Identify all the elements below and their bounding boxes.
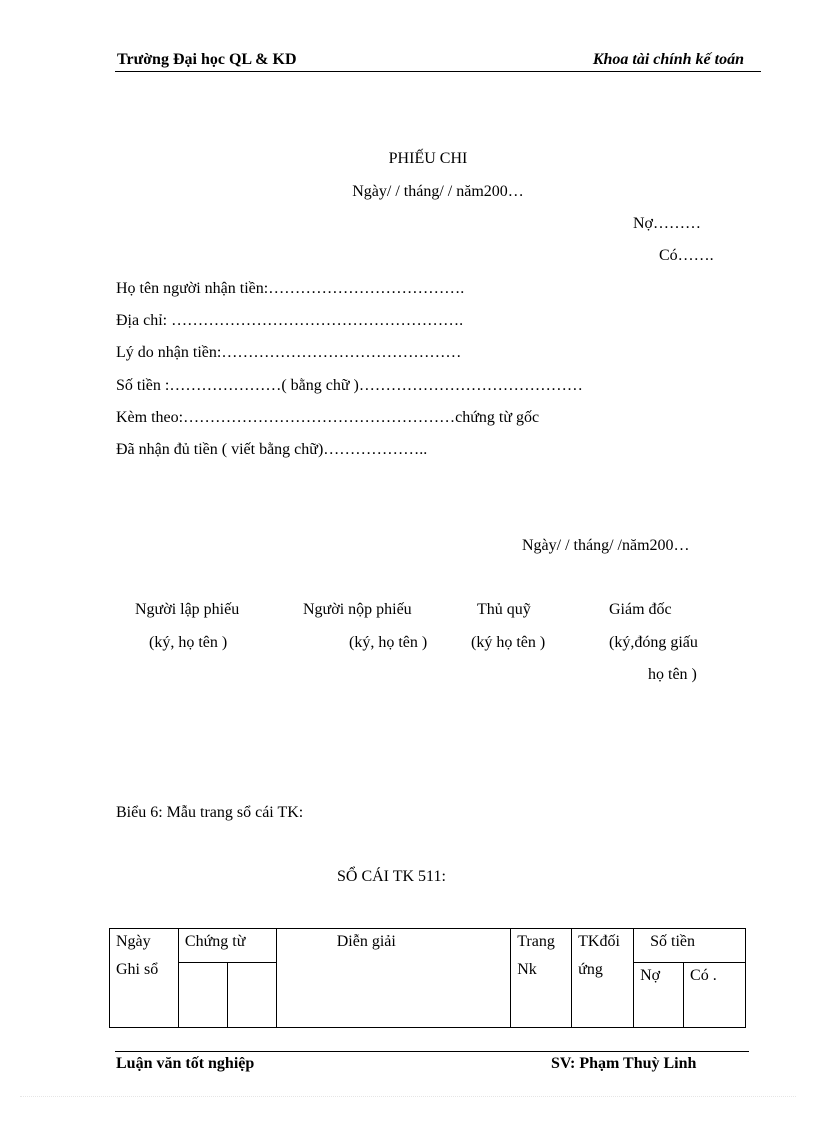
field-attachments: Kèm theo:……………………………………………chứng từ gốc [116, 409, 540, 426]
ledger-table [109, 928, 746, 1028]
col-voucher-date [227, 963, 276, 1028]
col-date-header [110, 929, 179, 1028]
header-rule [115, 71, 761, 72]
sign-date: Ngày/ / tháng/ /năm200… [522, 537, 690, 554]
signature-director-note-2: họ tên ) [648, 666, 697, 683]
col-credit-header: Có . [684, 963, 746, 1028]
col-account-header [572, 929, 634, 1028]
col-page-header-line1: Trang [517, 933, 555, 950]
footer-student: SV: Phạm Thuỳ Linh [551, 1055, 697, 1072]
col-date-header-line2: Ghi sổ [116, 961, 159, 978]
col-debit-header: Nợ [634, 963, 684, 1028]
col-page-header-line2: Nk [517, 961, 537, 978]
col-voucher-header: Chứng từ [178, 929, 276, 963]
page-bottom-edge [20, 1096, 796, 1097]
col-page-header [511, 929, 572, 1028]
col-voucher-number [178, 963, 227, 1028]
header-faculty: Khoa tài chính kế toán [592, 51, 744, 68]
signature-preparer-note: (ký, họ tên ) [149, 634, 228, 651]
signature-director-note: (ký,đóng giấu [609, 634, 698, 651]
signature-preparer-role: Người lập phiếu [135, 601, 240, 618]
signature-payer-role: Người nộp phiếu [303, 601, 412, 618]
section-caption: Biểu 6: Mẫu trang sổ cái TK: [116, 804, 304, 821]
field-recipient-name: Họ tên người nhận tiền:………………………………. [116, 280, 465, 297]
field-received-in-words: Đã nhận đủ tiền ( viết bằng chữ)……………….. [116, 441, 428, 458]
field-reason: Lý do nhận tiền:……………………………………… [116, 344, 462, 361]
col-account-header-line1: TKđối [578, 933, 620, 950]
signature-payer-note: (ký, họ tên ) [349, 634, 428, 651]
voucher-debit: Nợ……… [633, 215, 702, 232]
field-address: Địa chỉ: ………………………………………………. [116, 312, 464, 329]
footer-rule [115, 1051, 749, 1052]
signature-cashier-note: (ký họ tên ) [471, 634, 546, 651]
col-account-header-line2: ứng [578, 961, 603, 978]
col-description-header: Diễn giải [276, 929, 510, 1028]
ledger-title: SỔ CÁI TK 511: [337, 868, 446, 885]
field-amount: Số tiền :…………………( bằng chữ )…………………………………… [116, 377, 583, 394]
signature-cashier-role: Thủ quỹ [477, 601, 531, 618]
col-date-header-line1: Ngày [116, 933, 151, 950]
voucher-credit: Có……. [659, 247, 714, 264]
voucher-date: Ngày/ / tháng/ / năm200… [352, 183, 524, 200]
signature-director-role: Giám đốc [609, 601, 672, 618]
footer-thesis: Luận văn tốt nghiệp [116, 1055, 255, 1072]
voucher-title: PHIẾU CHI [388, 150, 468, 167]
col-amount-header: Số tiền [634, 929, 746, 963]
header-school: Trường Đại học QL & KD [117, 51, 297, 68]
